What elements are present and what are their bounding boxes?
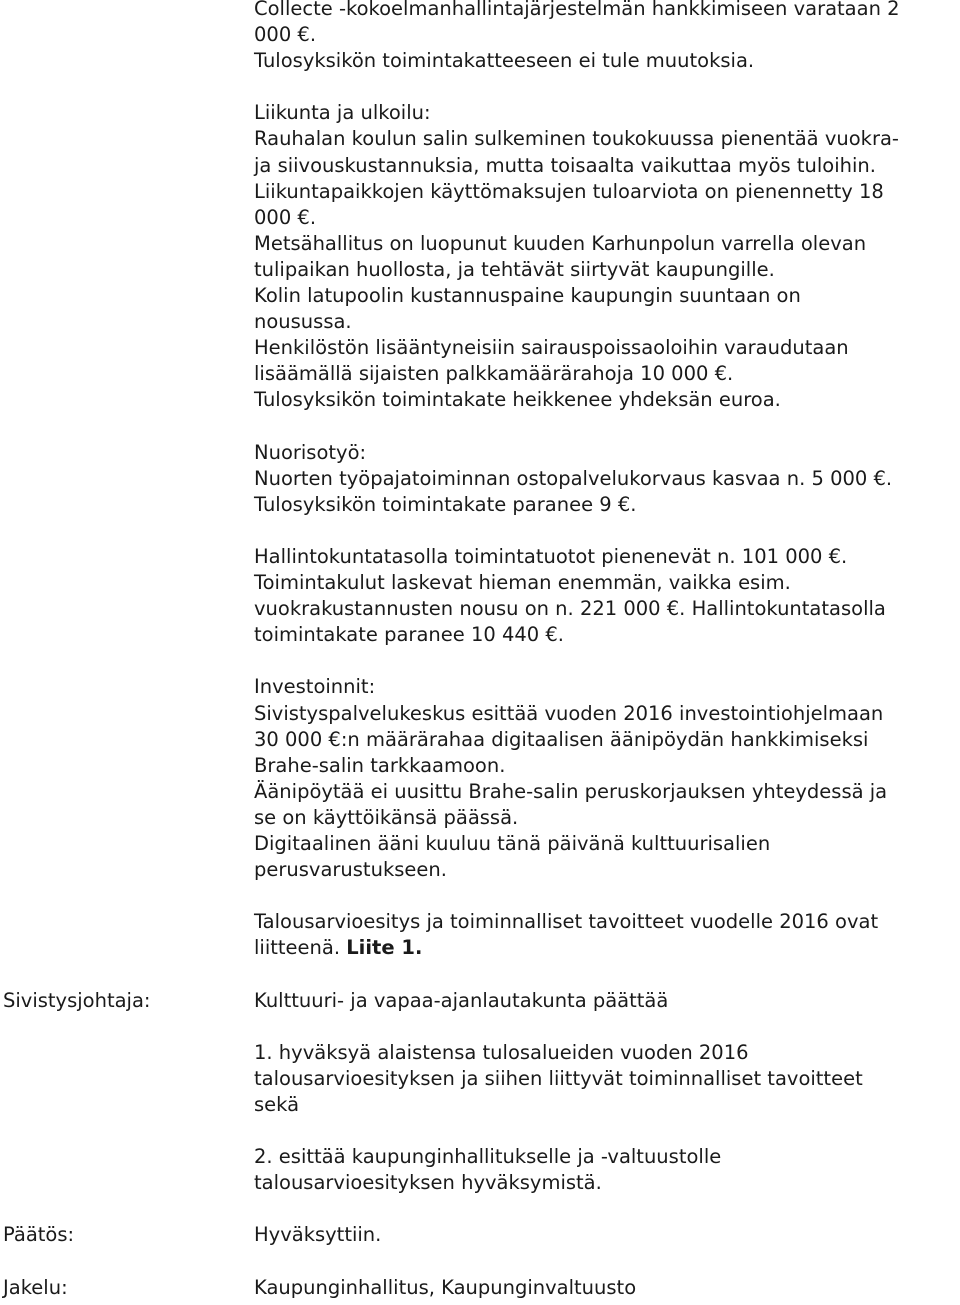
collecte-section bbox=[0, 0, 960, 100]
proposal-item-line: sekä bbox=[254, 1092, 300, 1116]
paragraph-line: Henkilöstön lisääntyneisiin sairauspoissaoloihin varaudutaan bbox=[254, 336, 849, 360]
paragraph-line: 000 €. bbox=[254, 205, 317, 229]
paragraph-line: toimintakate paranee 10 440 €. bbox=[254, 623, 564, 647]
decision-text: Hyväksyttiin. bbox=[254, 1223, 382, 1247]
section-heading: Nuorisotyö: bbox=[254, 440, 367, 464]
paragraph-line: Metsähallitus on luopunut kuuden Karhunpolun varrella olevan bbox=[254, 231, 867, 255]
paragraph-line: vuokrakustannusten nousu on n. 221 000 €. Hallintokuntatasolla bbox=[254, 597, 886, 621]
paragraph-line: Äänipöytää ei uusittu Brahe-salin peruskorjauksen yhteydessä ja bbox=[254, 779, 888, 803]
distribution-text: Kaupunginhallitus, Kaupunginvaltuusto bbox=[254, 1275, 637, 1299]
distribution-label: Jakelu: bbox=[3, 1275, 68, 1299]
proposal-item-line: 1. hyväksyä alaistensa tulosalueiden vuoden 2016 bbox=[254, 1040, 749, 1064]
paragraph-line: perusvarustukseen. bbox=[254, 858, 447, 882]
paragraph-line: 000 €. bbox=[254, 23, 317, 47]
proposal-item-line: 2. esittää kaupunginhallitukselle ja -valtuustolle bbox=[254, 1145, 722, 1169]
paragraph-line: Sivistyspalvelukeskus esittää vuoden 2016 investointiohjelmaan bbox=[254, 701, 884, 725]
paragraph-line: lisäämällä sijaisten palkkamäärärahoja 10 000 €. bbox=[254, 362, 734, 386]
paragraph-line: Collecte -kokoelmanhallintajärjestelmän hankkimiseen varataan 2 bbox=[254, 0, 900, 20]
investoinnit-section bbox=[0, 674, 960, 909]
decision-label: Päätös: bbox=[3, 1223, 75, 1247]
paragraph-line: Tulosyksikön toimintakate paranee 9 €. bbox=[254, 492, 637, 516]
paragraph-line: Talousarvioesitys ja toiminnalliset tavoitteet vuodelle 2016 ovat bbox=[254, 910, 879, 934]
attachment-text: liitteenä. bbox=[254, 936, 347, 960]
proposal-item-line: talousarvioesityksen hyväksymistä. bbox=[254, 1171, 602, 1195]
proposal-item-line: talousarvioesityksen ja siihen liittyvät toiminnalliset tavoitteet bbox=[254, 1066, 863, 1090]
section-heading: Liikunta ja ulkoilu: bbox=[254, 101, 431, 125]
paragraph-line: nousussa. bbox=[254, 310, 352, 334]
hallintokunta-section bbox=[0, 544, 960, 674]
paragraph-line: 30 000 €:n määrärahaa digitaalisen äänipöydän hankkimiseksi bbox=[254, 727, 869, 751]
paragraph-line: Brahe-salin tarkkaamoon. bbox=[254, 753, 506, 777]
paragraph-line: tulipaikan huollosta, ja tehtävät siirtyvät kaupungille. bbox=[254, 257, 775, 281]
proposal-label: Sivistysjohtaja: bbox=[3, 988, 151, 1012]
attachment-section bbox=[0, 909, 960, 987]
paragraph-line: Toimintakulut laskevat hieman enemmän, vaikka esim. bbox=[254, 571, 791, 595]
proposal-heading: Kulttuuri- ja vapaa-ajanlautakunta päättää bbox=[254, 988, 669, 1012]
paragraph-line: ja siivouskustannuksia, mutta toisaalta vaikuttaa myös tuloihin. bbox=[254, 153, 876, 177]
paragraph-line: Kolin latupoolin kustannuspaine kaupungin suuntaan on bbox=[254, 284, 801, 308]
paragraph-line: Tulosyksikön toimintakatteeseen ei tule muutoksia. bbox=[254, 49, 755, 73]
decision-section bbox=[0, 1222, 960, 1274]
paragraph-line: Nuorten työpajatoiminnan ostopalvelukorvaus kasvaa n. 5 000 €. bbox=[254, 466, 893, 490]
paragraph-line: Tulosyksikön toimintakate heikkenee yhdeksän euroa. bbox=[254, 388, 781, 412]
section-heading: Investoinnit: bbox=[254, 675, 376, 699]
paragraph-line: se on käyttöikänsä päässä. bbox=[254, 805, 519, 829]
liikunta-section bbox=[0, 100, 960, 439]
attachment-line bbox=[254, 935, 960, 961]
attachment-reference: Liite 1. bbox=[346, 936, 423, 960]
proposal-section bbox=[0, 988, 960, 1223]
paragraph-line: Liikuntapaikkojen käyttömaksujen tuloarviota on pienennetty 18 bbox=[254, 179, 884, 203]
paragraph-line: Digitaalinen ääni kuuluu tänä päivänä kulttuurisalien bbox=[254, 832, 771, 855]
paragraph-line: Hallintokuntatasolla toimintatuotot pienenevät n. 101 000 €. bbox=[254, 544, 848, 568]
nuorisotyo-section bbox=[0, 440, 960, 544]
distribution-section bbox=[0, 1275, 960, 1301]
paragraph-line: Rauhalan koulun salin sulkeminen toukokuussa pienentää vuokra- bbox=[254, 127, 899, 151]
